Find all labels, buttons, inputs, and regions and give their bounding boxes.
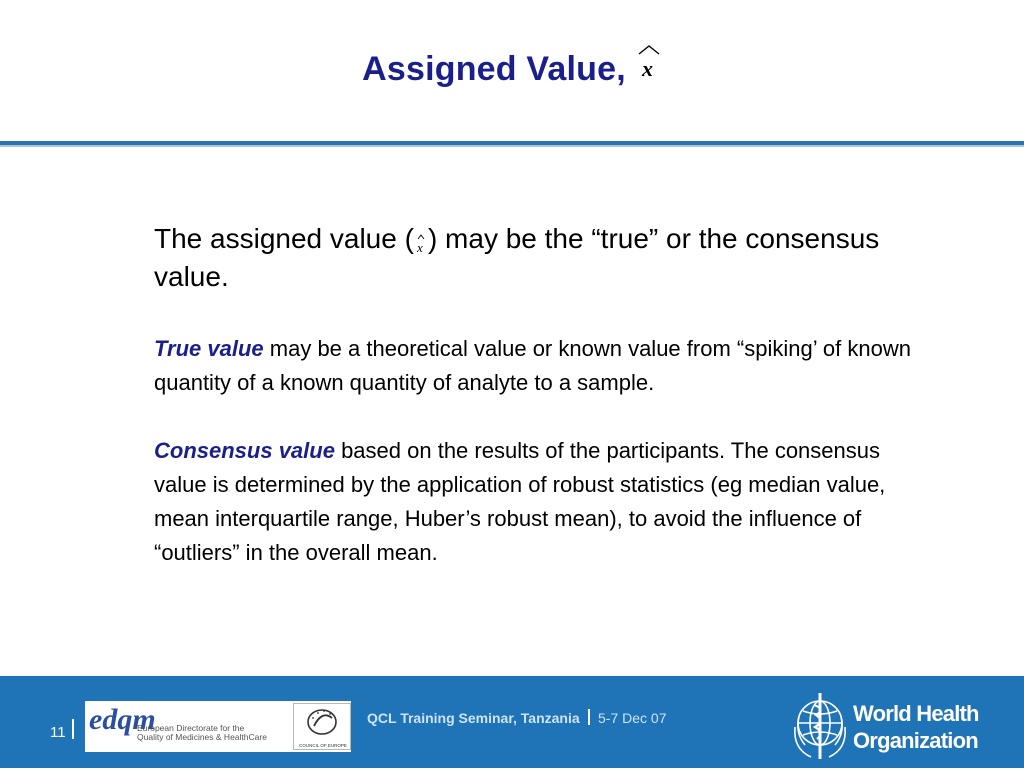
seminar-name: QCL Training Seminar, Tanzania — [367, 710, 580, 726]
who-wordmark-line1: World Health — [853, 701, 979, 726]
edqm-logo-word: edqm — [89, 703, 156, 736]
who-emblem-icon — [789, 687, 851, 765]
page-number-separator — [72, 719, 74, 739]
edqm-tagline-line1: European Directorate for the — [137, 723, 245, 733]
x-hat-inline-symbol — [414, 229, 428, 253]
consensus-value-text: based on the results of the participants. The consensus value is determined by the application of robust statistics (eg median value, mean interquartile range, Huber’s robust mean), to avoid the influence of “outliers” in the overall mean. — [154, 438, 886, 565]
council-of-europe-logo — [293, 703, 351, 750]
slide-title — [0, 50, 1024, 90]
svg-text:x: x — [641, 56, 654, 81]
consensus-value-label: Consensus value — [154, 438, 335, 463]
true-value-text: may be a theoretical value or known value from “spiking’ of known quantity of a known quantity of analyte to a sample. — [154, 336, 911, 395]
true-value-label: True value — [154, 336, 264, 361]
edqm-tagline-line2: Quality of Medicines & HealthCare — [137, 732, 267, 742]
consensus-value-paragraph — [154, 434, 914, 570]
council-of-europe-caption: COUNCIL OF EUROPE — [299, 743, 347, 748]
slide-body — [154, 220, 914, 570]
slide-title-text: Assigned Value, — [362, 50, 626, 88]
intro-paragraph — [154, 220, 914, 296]
intro-text-end: ) may be the “true” or the consensus value. — [154, 223, 880, 292]
council-of-europe-emblem-icon — [294, 704, 350, 742]
who-wordmark — [853, 700, 979, 754]
seminar-date: 5-7 Dec 07 — [598, 710, 667, 726]
true-value-paragraph — [154, 332, 914, 400]
who-wordmark-line2: Organization — [853, 728, 978, 753]
partner-logos — [85, 701, 351, 752]
edqm-tagline — [137, 724, 267, 742]
seminar-separator — [588, 709, 590, 725]
intro-text-start: The assigned value ( — [154, 223, 414, 254]
title-divider-shadow — [0, 145, 1024, 147]
edqm-logo — [85, 701, 275, 752]
x-hat-symbol — [636, 42, 662, 82]
page-number: 11 — [50, 724, 66, 741]
svg-text:x: x — [416, 239, 423, 255]
